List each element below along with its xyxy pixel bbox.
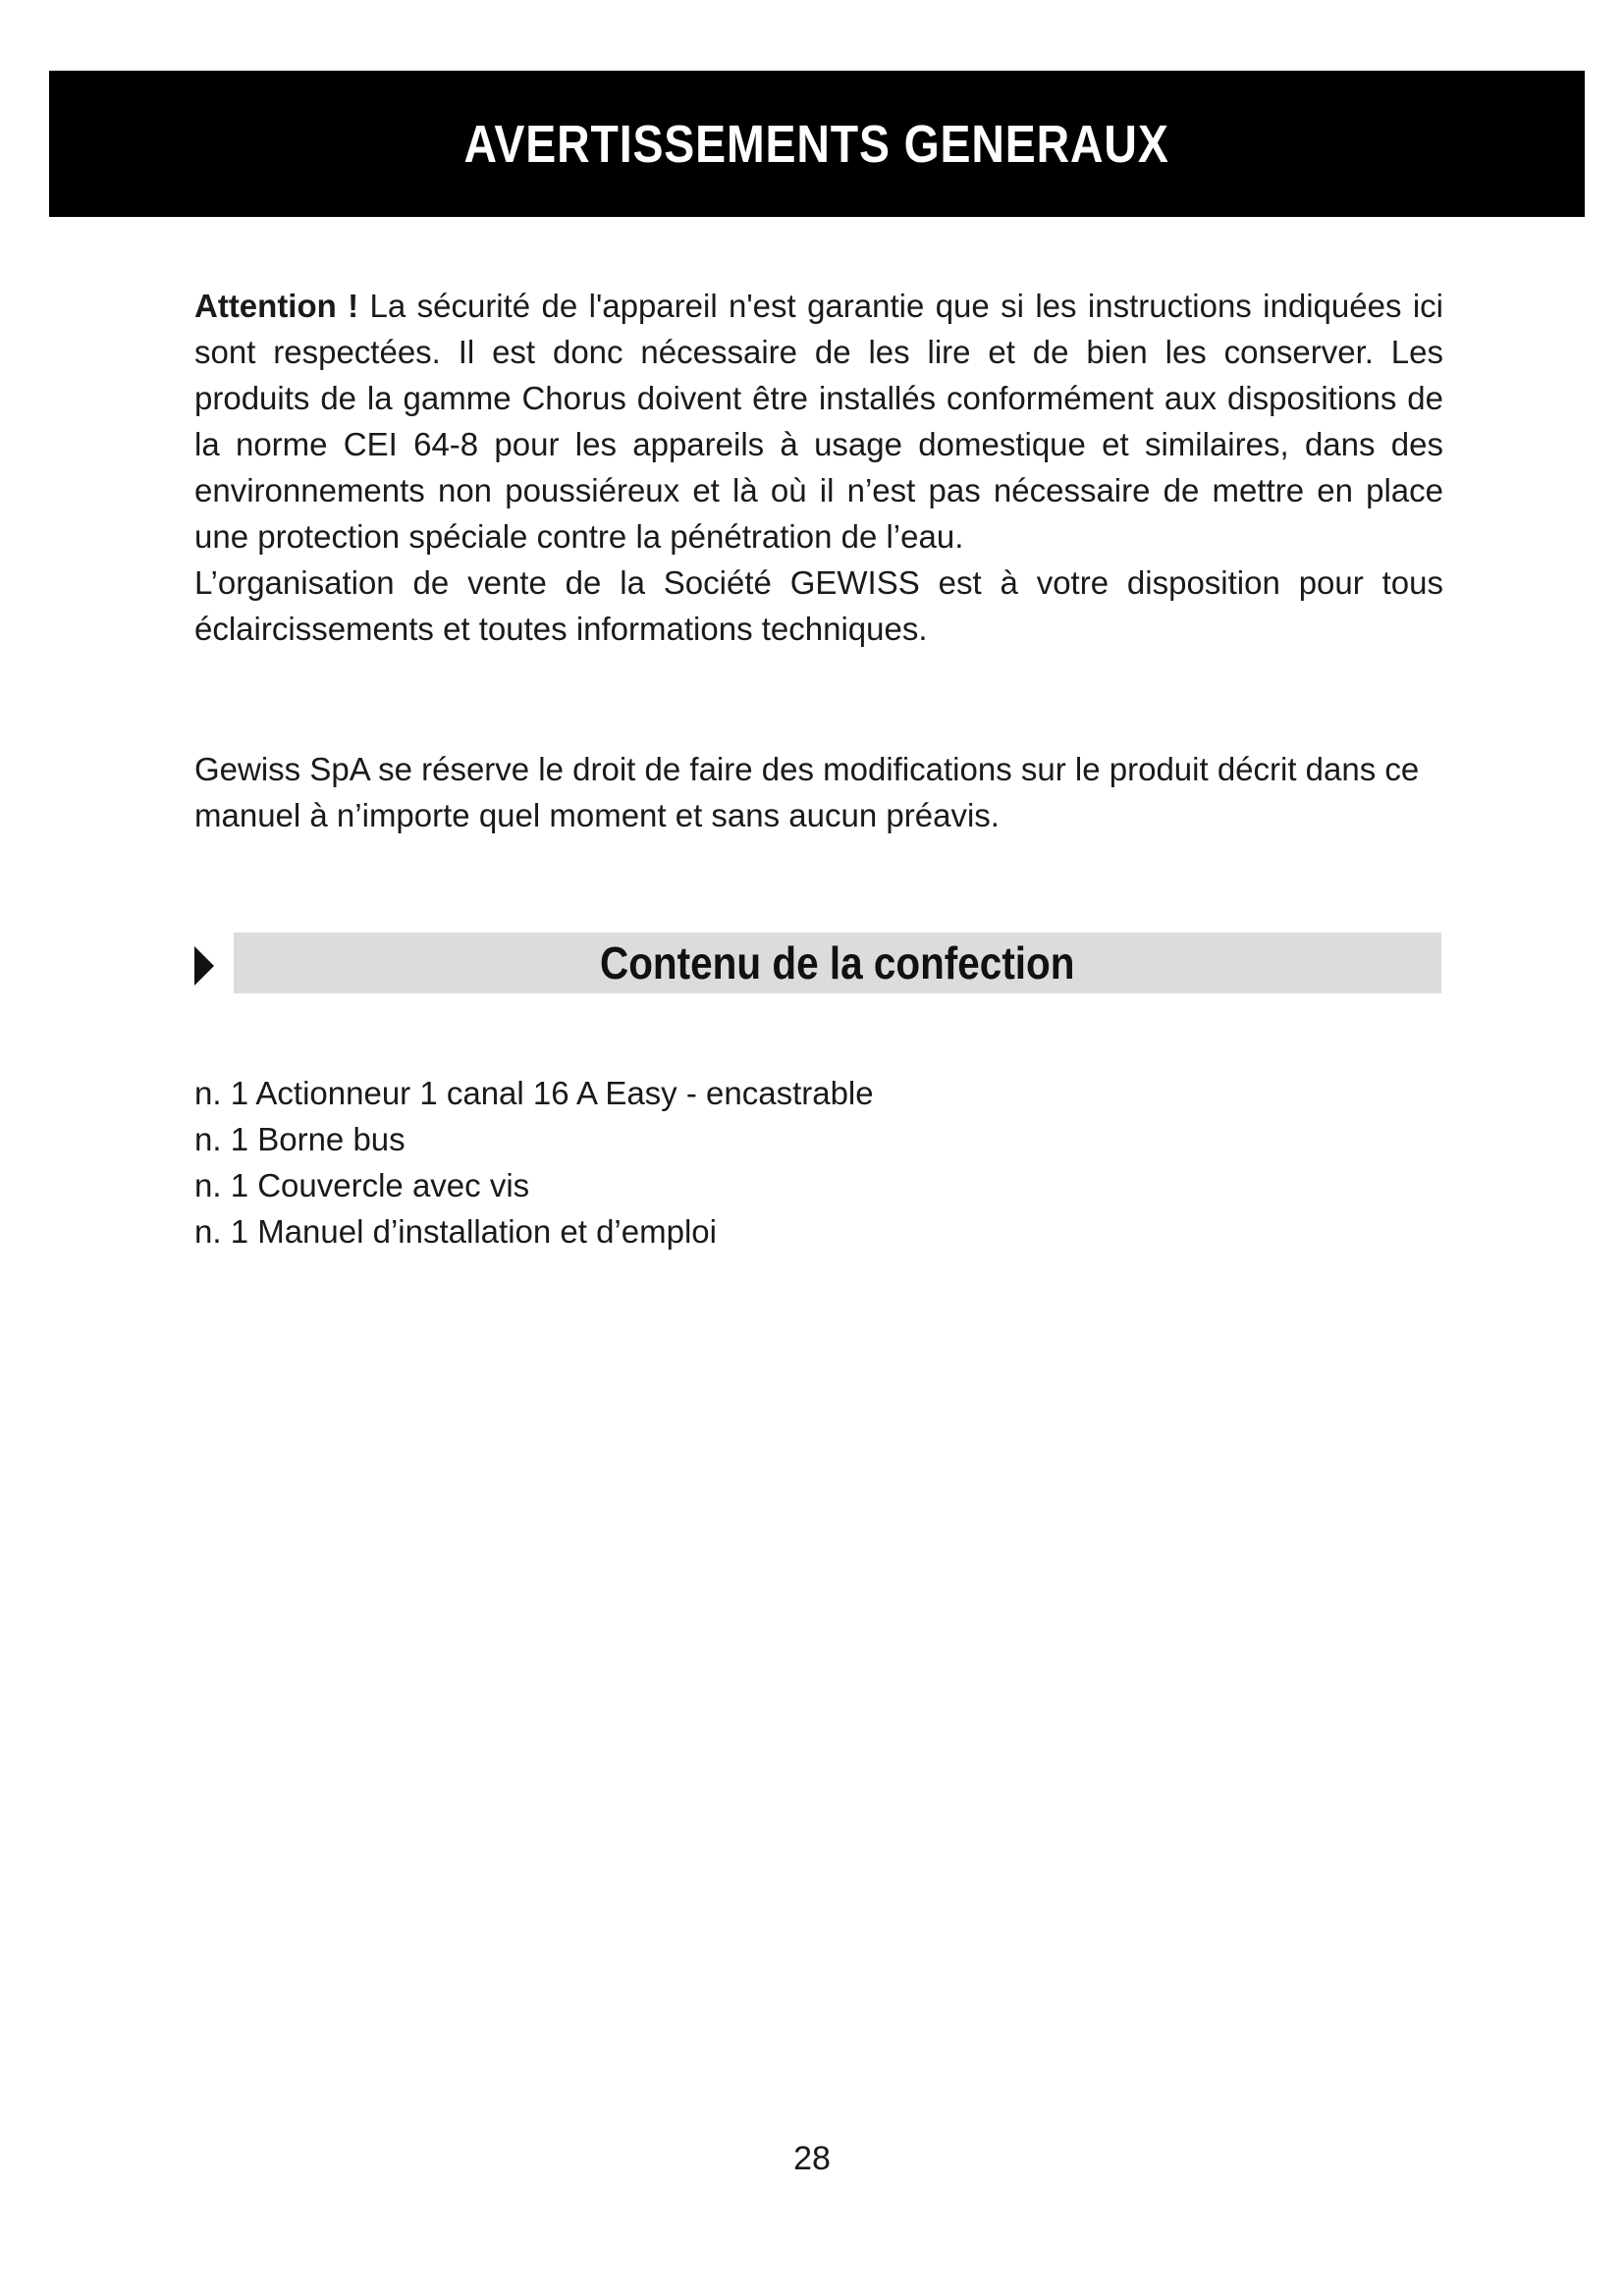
list-item: n. 1 Manuel d’installation et d’emploi	[194, 1213, 717, 1250]
list-item: n. 1 Borne bus	[194, 1121, 406, 1157]
notice-block	[194, 746, 1443, 838]
page-title: AVERTISSEMENTS GENERAUX	[463, 114, 1170, 174]
contact-paragraph: L’organisation de vente de la Société GEWISS est à votre disposition pour tous éclaircissements et toutes informations techniques.	[194, 564, 1443, 647]
warning-block	[194, 283, 1443, 652]
section-title-bar	[234, 933, 1441, 993]
contents-section-header	[194, 933, 1443, 995]
notice-paragraph: Gewiss SpA se réserve le droit de faire des modifications sur le produit décrit dans ce manuel à n’importe quel moment et sans aucun préavis.	[194, 751, 1420, 833]
warning-paragraph	[194, 283, 1443, 560]
header-banner	[49, 71, 1585, 217]
list-item: n. 1 Actionneur 1 canal 16 A Easy - encastrable	[194, 1075, 874, 1111]
page-number: 28	[793, 2140, 831, 2177]
attention-label: Attention !	[194, 288, 359, 324]
warning-text: La sécurité de l'appareil n'est garantie que si les instructions indiquées ici sont respectées. Il est donc nécessaire de les lire et de bien les conserver. Les produits de la gamme Chorus doivent être installés conformément aux dispositions de la norme CEI 64-8 pour les appareils à usage domestique et similaires, dans des environnements non poussiéreux et là où il n’est pas nécessaire de mettre en place une protection spéciale contre la pénétration de l’eau.	[194, 288, 1443, 555]
section-title: Contenu de la confection	[600, 937, 1075, 988]
triangle-arrow-icon	[194, 946, 214, 986]
list-item: n. 1 Couvercle avec vis	[194, 1167, 530, 1203]
contents-list	[194, 1070, 874, 1255]
